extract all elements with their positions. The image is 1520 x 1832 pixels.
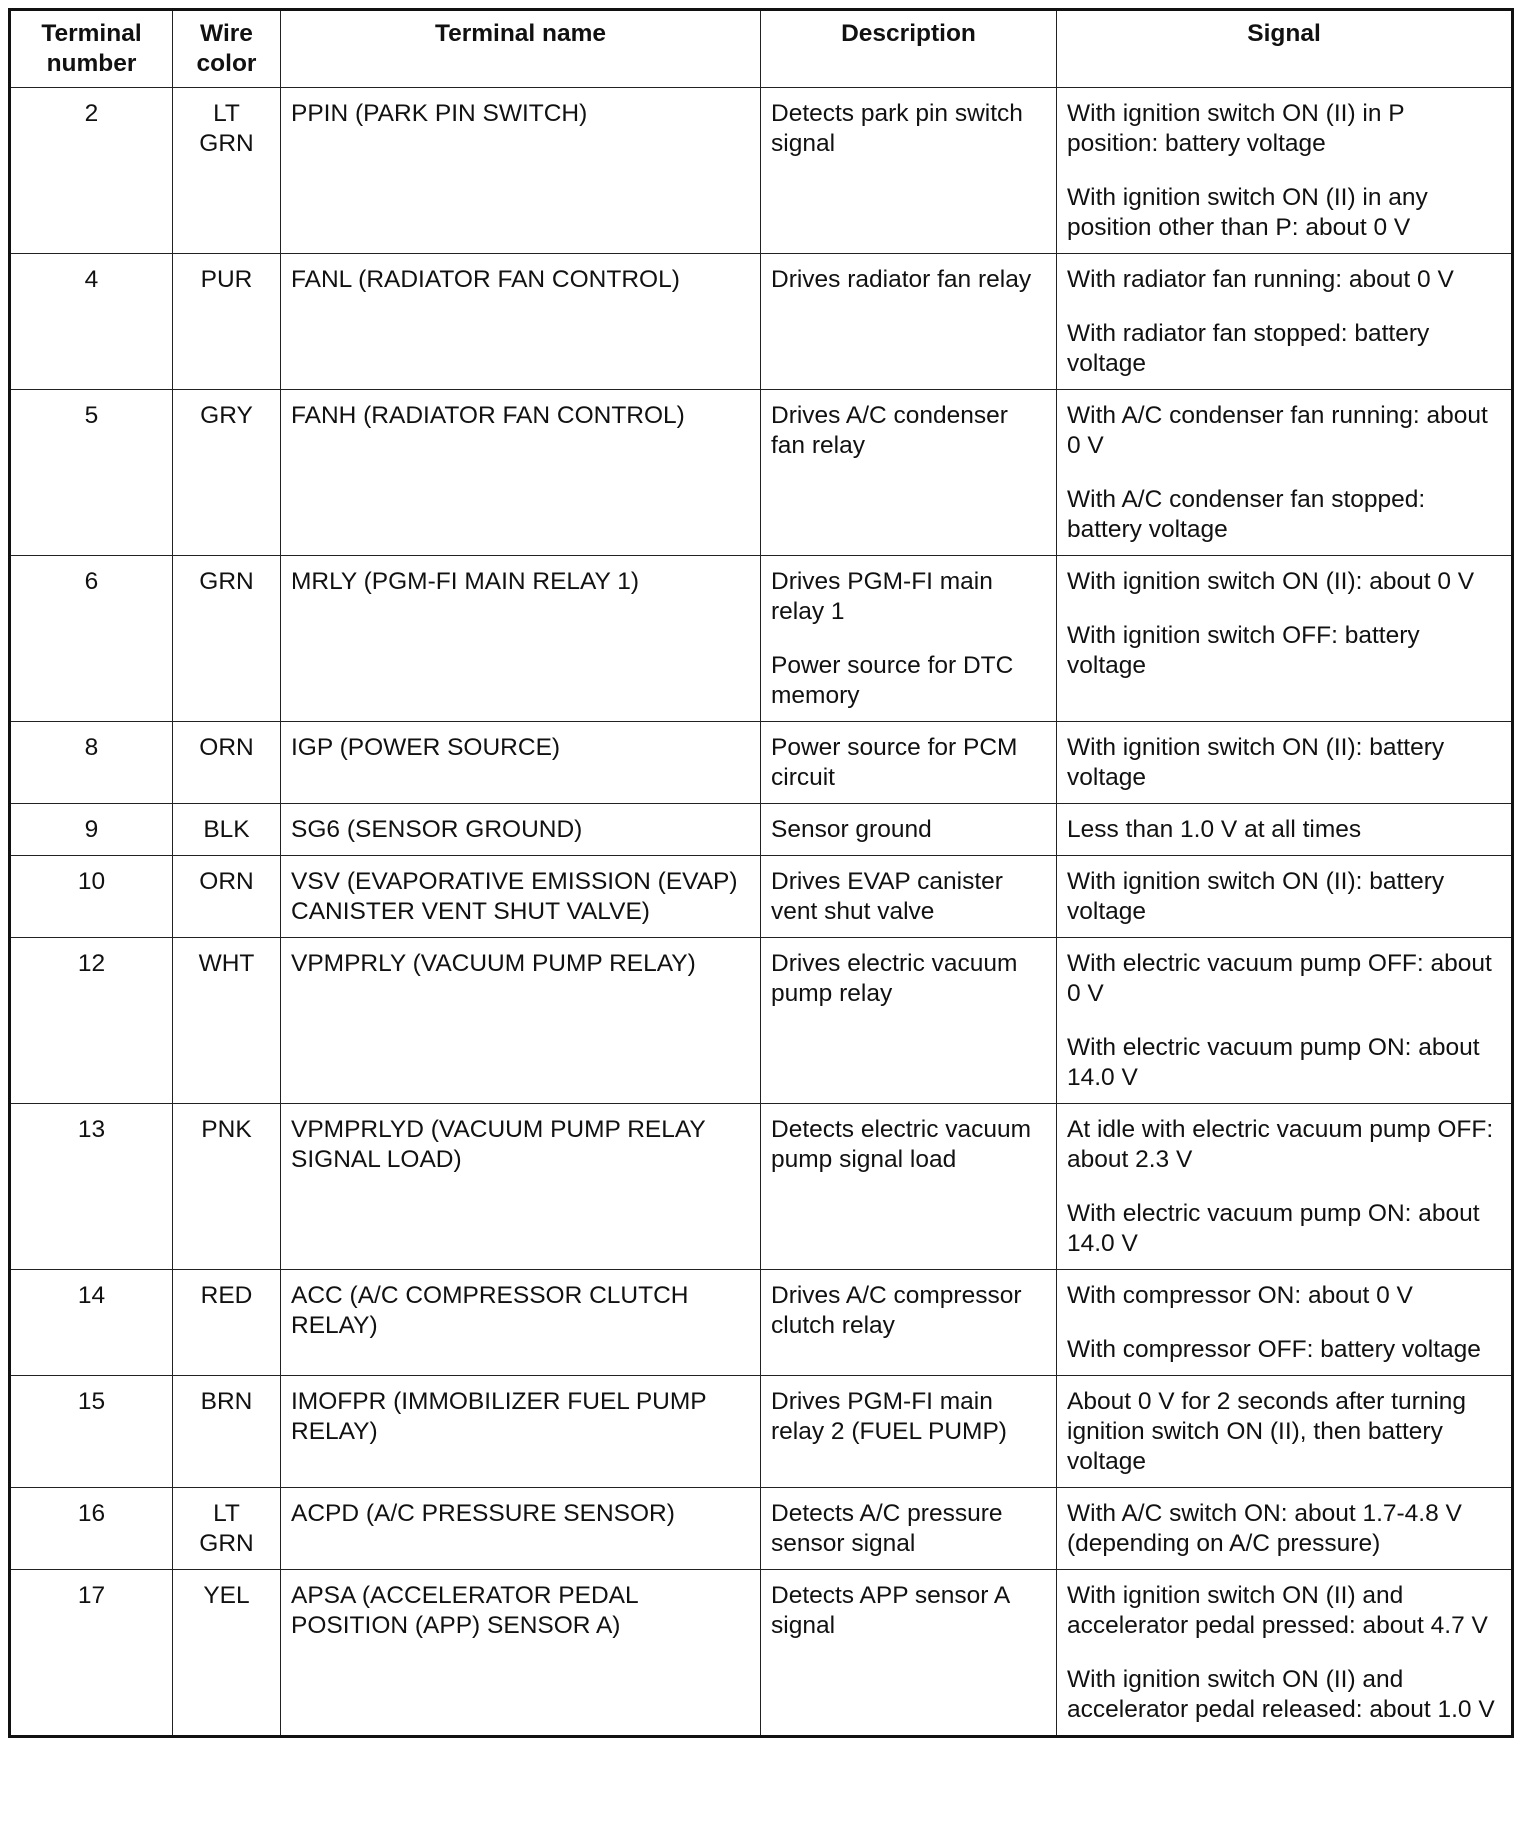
table-row	[10, 1570, 1513, 1737]
wire-color-cell	[173, 1104, 281, 1270]
signal-text: With electric vacuum pump ON: about 14.0 V	[1067, 1200, 1480, 1257]
wire-color-text: RED	[200, 1282, 253, 1309]
description-cell	[761, 556, 1057, 722]
table-row	[10, 390, 1513, 556]
terminal-table	[8, 8, 1514, 1738]
wire-color-text: YEL	[203, 1582, 250, 1609]
signal-text: With ignition switch ON (II) and accelerator pedal pressed: about 4.7 V	[1067, 1582, 1488, 1639]
description-text: Detects park pin switch signal	[771, 100, 1023, 157]
terminal-name-cell: SG6 (SENSOR GROUND)	[281, 804, 761, 856]
wire-color-text: BLK	[203, 816, 250, 843]
terminal-number-cell: 6	[10, 556, 173, 722]
wire-color-text: LT	[213, 100, 240, 127]
signal-text: With ignition switch ON (II) in P position: battery voltage	[1067, 100, 1405, 157]
terminal-name-cell: IGP (POWER SOURCE)	[281, 722, 761, 804]
signal-cell	[1057, 804, 1513, 856]
terminal-name-cell: VPMPRLY (VACUUM PUMP RELAY)	[281, 938, 761, 1104]
table-row	[10, 1270, 1513, 1376]
description-text: Sensor ground	[771, 816, 932, 843]
signal-text: With ignition switch ON (II): battery voltage	[1067, 734, 1445, 791]
signal-text: Less than 1.0 V at all times	[1067, 816, 1362, 843]
terminal-name-cell: FANH (RADIATOR FAN CONTROL)	[281, 390, 761, 556]
signal-text: With A/C switch ON: about 1.7-4.8 V (depending on A/C pressure)	[1067, 1500, 1462, 1557]
header-signal: Signal	[1057, 10, 1513, 88]
wire-color-cell	[173, 88, 281, 254]
signal-text: With radiator fan running: about 0 V	[1067, 266, 1454, 293]
wire-color-cell	[173, 1570, 281, 1737]
description-cell	[761, 1570, 1057, 1737]
wire-color-text: GRN	[199, 130, 254, 157]
signal-text: With ignition switch ON (II): about 0 V	[1067, 568, 1475, 595]
wire-color-cell	[173, 1376, 281, 1488]
signal-text: With compressor ON: about 0 V	[1067, 1282, 1413, 1309]
terminal-number-cell: 16	[10, 1488, 173, 1570]
terminal-number-cell: 4	[10, 254, 173, 390]
description-text: Power source for PCM circuit	[771, 734, 1018, 791]
signal-text: With ignition switch ON (II) and accelerator pedal released: about 1.0 V	[1067, 1666, 1495, 1723]
terminal-name-cell: APSA (ACCELERATOR PEDAL POSITION (APP) SENSOR A)	[281, 1570, 761, 1737]
signal-cell	[1057, 722, 1513, 804]
terminal-number-cell: 5	[10, 390, 173, 556]
signal-text: With compressor OFF: battery voltage	[1067, 1336, 1481, 1363]
wire-color-text: BRN	[200, 1388, 253, 1415]
signal-text: About 0 V for 2 seconds after turning ignition switch ON (II), then battery voltage	[1067, 1388, 1467, 1475]
table-row	[10, 556, 1513, 722]
signal-text: With ignition switch OFF: battery voltage	[1067, 622, 1420, 679]
description-text: Detects A/C pressure sensor signal	[771, 1500, 1003, 1557]
table-body	[10, 88, 1513, 1737]
terminal-number-cell: 12	[10, 938, 173, 1104]
table-row	[10, 1488, 1513, 1570]
description-cell	[761, 1104, 1057, 1270]
terminal-number-cell: 10	[10, 856, 173, 938]
description-cell	[761, 254, 1057, 390]
terminal-number-cell: 17	[10, 1570, 173, 1737]
wire-color-text: GRN	[199, 1530, 254, 1557]
wire-color-cell	[173, 1488, 281, 1570]
terminal-number-cell: 15	[10, 1376, 173, 1488]
description-cell	[761, 856, 1057, 938]
description-text: Drives A/C compressor clutch relay	[771, 1282, 1022, 1339]
wire-color-text: ORN	[199, 868, 254, 895]
description-text: Drives radiator fan relay	[771, 266, 1032, 293]
description-text: Power source for DTC memory	[771, 652, 1014, 709]
description-cell	[761, 1488, 1057, 1570]
signal-cell	[1057, 88, 1513, 254]
signal-cell	[1057, 390, 1513, 556]
description-text: Drives EVAP canister vent shut valve	[771, 868, 1003, 925]
description-cell	[761, 390, 1057, 556]
table-row	[10, 88, 1513, 254]
table-row	[10, 722, 1513, 804]
wire-color-cell	[173, 938, 281, 1104]
terminal-name-cell: IMOFPR (IMMOBILIZER FUEL PUMP RELAY)	[281, 1376, 761, 1488]
description-text: Drives PGM-FI main relay 1	[771, 568, 993, 625]
description-text: Drives PGM-FI main relay 2 (FUEL PUMP)	[771, 1388, 1007, 1445]
header-terminal-name: Terminal name	[281, 10, 761, 88]
description-cell	[761, 88, 1057, 254]
signal-cell	[1057, 1488, 1513, 1570]
table-row	[10, 1104, 1513, 1270]
description-text: Detects APP sensor A signal	[771, 1582, 1009, 1639]
wire-color-text: GRY	[200, 402, 253, 429]
header-wire-color: Wire color	[173, 10, 281, 88]
wire-color-text: LT	[213, 1500, 240, 1527]
wire-color-cell	[173, 556, 281, 722]
terminal-name-cell: VSV (EVAPORATIVE EMISSION (EVAP) CANISTER VENT SHUT VALVE)	[281, 856, 761, 938]
signal-cell	[1057, 1570, 1513, 1737]
description-cell	[761, 804, 1057, 856]
signal-cell	[1057, 254, 1513, 390]
wire-color-text: PNK	[201, 1116, 252, 1143]
wire-color-text: WHT	[198, 950, 255, 977]
signal-text: At idle with electric vacuum pump OFF: about 2.3 V	[1067, 1116, 1494, 1173]
wire-color-cell	[173, 804, 281, 856]
signal-cell	[1057, 856, 1513, 938]
header-terminal-number: Terminal number	[10, 10, 173, 88]
description-cell	[761, 1270, 1057, 1376]
terminal-name-cell: FANL (RADIATOR FAN CONTROL)	[281, 254, 761, 390]
terminal-name-cell: ACPD (A/C PRESSURE SENSOR)	[281, 1488, 761, 1570]
signal-text: With ignition switch ON (II) in any position other than P: about 0 V	[1067, 184, 1428, 241]
signal-text: With A/C condenser fan running: about 0 V	[1067, 402, 1488, 459]
wire-color-text: PUR	[200, 266, 253, 293]
terminal-table-sheet	[8, 8, 1511, 1738]
signal-text: With A/C condenser fan stopped: battery voltage	[1067, 486, 1426, 543]
signal-text: With ignition switch ON (II): battery voltage	[1067, 868, 1445, 925]
terminal-name-cell: PPIN (PARK PIN SWITCH)	[281, 88, 761, 254]
table-row	[10, 804, 1513, 856]
terminal-number-cell: 14	[10, 1270, 173, 1376]
signal-cell	[1057, 556, 1513, 722]
terminal-name-cell: MRLY (PGM-FI MAIN RELAY 1)	[281, 556, 761, 722]
signal-cell	[1057, 938, 1513, 1104]
description-cell	[761, 938, 1057, 1104]
terminal-number-cell: 13	[10, 1104, 173, 1270]
terminal-number-cell: 9	[10, 804, 173, 856]
signal-cell	[1057, 1104, 1513, 1270]
signal-cell	[1057, 1376, 1513, 1488]
wire-color-text: ORN	[199, 734, 254, 761]
terminal-name-cell: ACC (A/C COMPRESSOR CLUTCH RELAY)	[281, 1270, 761, 1376]
description-text: Drives A/C condenser fan relay	[771, 402, 1008, 459]
signal-text: With radiator fan stopped: battery voltage	[1067, 320, 1430, 377]
table-row	[10, 938, 1513, 1104]
wire-color-cell	[173, 856, 281, 938]
terminal-name-cell: VPMPRLYD (VACUUM PUMP RELAY SIGNAL LOAD)	[281, 1104, 761, 1270]
wire-color-cell	[173, 1270, 281, 1376]
signal-text: With electric vacuum pump OFF: about 0 V	[1067, 950, 1492, 1007]
signal-text: With electric vacuum pump ON: about 14.0 V	[1067, 1034, 1480, 1091]
terminal-number-cell: 2	[10, 88, 173, 254]
table-row	[10, 1376, 1513, 1488]
signal-cell	[1057, 1270, 1513, 1376]
wire-color-cell	[173, 722, 281, 804]
wire-color-text: GRN	[199, 568, 254, 595]
wire-color-cell	[173, 390, 281, 556]
header-description: Description	[761, 10, 1057, 88]
description-text: Detects electric vacuum pump signal load	[771, 1116, 1032, 1173]
terminal-number-cell: 8	[10, 722, 173, 804]
description-cell	[761, 722, 1057, 804]
wire-color-cell	[173, 254, 281, 390]
table-row	[10, 856, 1513, 938]
description-cell	[761, 1376, 1057, 1488]
description-text: Drives electric vacuum pump relay	[771, 950, 1018, 1007]
table-row	[10, 254, 1513, 390]
table-header-row	[10, 10, 1513, 88]
